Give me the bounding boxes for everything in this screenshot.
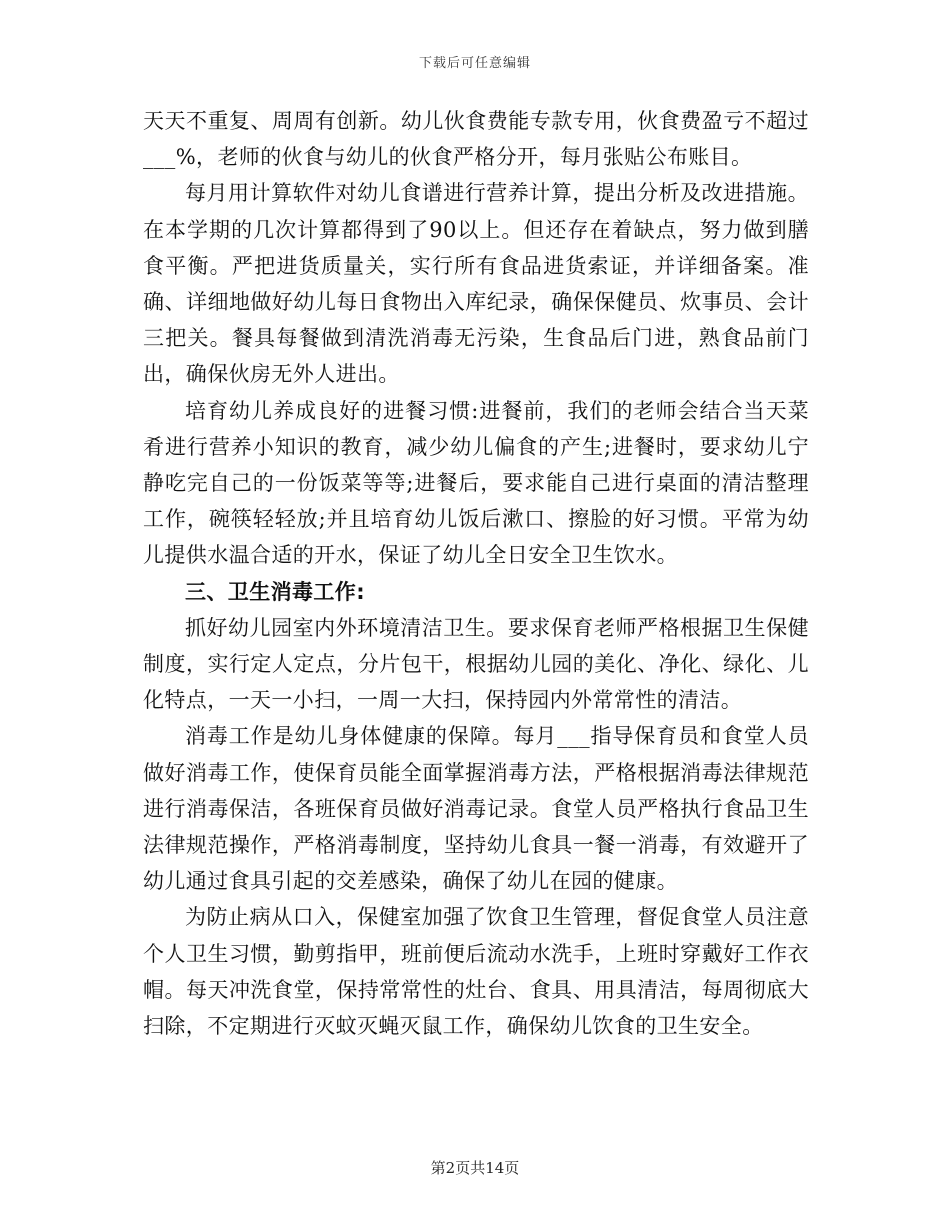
- section-heading: 三、卫生消毒工作:: [185, 579, 365, 604]
- document-body: [143, 103, 809, 1044]
- paragraph: 为防止病从口入，保健室加强了饮食卫生管理，督促食堂人员注意个人卫生习惯，勤剪指甲，班前便后流动水洗手，上班时穿戴好工作衣帽。每天冲洗食堂，保持常常性的灶台、食具、用具清洁，每周彻底大扫除，不定期进行灭蚊灭蝇灭鼠工作，确保幼儿饮食的卫生安全。: [143, 905, 809, 1039]
- paragraph: 培育幼儿养成良好的进餐习惯:进餐前，我们的老师会结合当天菜肴进行营养小知识的教育，减少幼儿偏食的产生;进餐时，要求幼儿宁静吃完自己的一份饭菜等等;进餐后，要求能自己进行桌面的清洁整理工作，碗筷轻轻放;并且培育幼儿饭后漱口、擦脸的好习惯。平常为幼儿提供水温合适的开水，保证了幼儿全日安全卫生饮水。: [143, 398, 809, 568]
- paragraph: 抓好幼儿园室内外环境清洁卫生。要求保育老师严格根据卫生保健制度，实行定人定点，分片包干，根据幼儿园的美化、净化、绿化、儿化特点，一天一小扫，一周一大扫，保持园内外常常性的清洁。: [143, 615, 809, 713]
- paragraph: 每月用计算软件对幼儿食谱进行营养计算，提出分析及改进措施。在本学期的几次计算都得到了90以上。但还存在着缺点，努力做到膳食平衡。严把进货质量关，实行所有食品进货索证，并详细备案。准确、详细地做好幼儿每日食物出入库纪录，确保保健员、炊事员、会计三把关。餐具每餐做到清洗消毒无污染，生食品后门进，熟食品前门出，确保伙房无外人进出。: [143, 181, 809, 387]
- paragraph: 消毒工作是幼儿身体健康的保障。每月___指导保育员和食堂人员做好消毒工作，使保育员能全面掌握消毒方法，严格根据消毒法律规范进行消毒保洁，各班保育员做好消毒记录。食堂人员严格执行食品卫生法律规范操作，严格消毒制度，坚持幼儿食具一餐一消毒，有效避开了幼儿通过食具引起的交差感染，确保了幼儿在园的健康。: [143, 724, 809, 894]
- page-header: 下载后可任意编辑: [418, 56, 531, 71]
- paragraph: 天天不重复、周周有创新。幼儿伙食费能专款专用，伙食费盈亏不超过___%，老师的伙食与幼儿的伙食严格分开，每月张贴公布账目。: [143, 109, 809, 170]
- page-number: 第2页共14页: [430, 1159, 520, 1177]
